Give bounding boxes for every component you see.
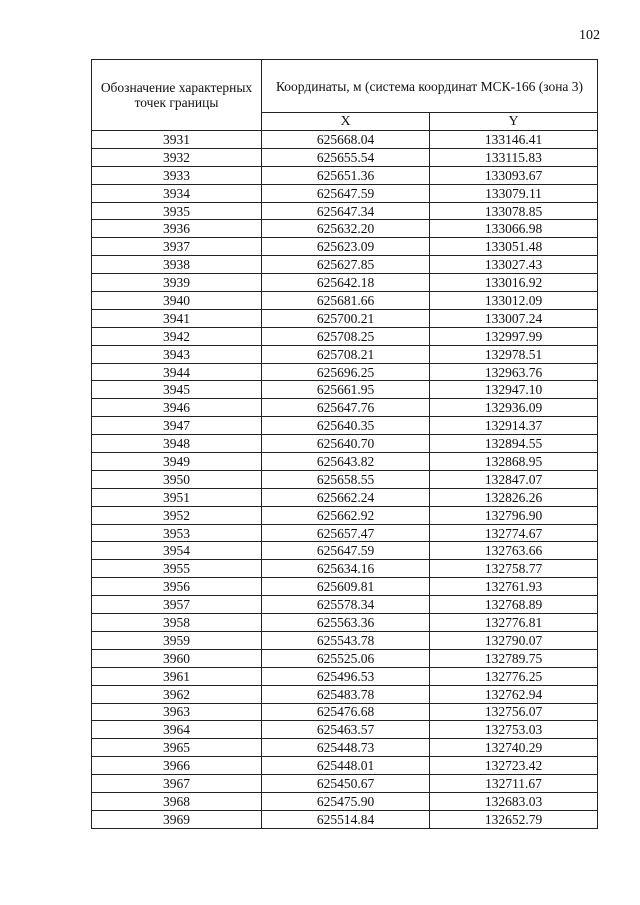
table-row xyxy=(92,524,598,542)
x-coordinate-cell: 625700.21 xyxy=(262,309,430,327)
table-row xyxy=(92,292,598,310)
x-coordinate-cell: 625655.54 xyxy=(262,148,430,166)
x-coordinate-cell: 625623.09 xyxy=(262,238,430,256)
y-coordinate-cell: 132753.03 xyxy=(430,721,598,739)
point-id-cell: 3955 xyxy=(92,560,262,578)
point-id-cell: 3949 xyxy=(92,453,262,471)
y-coordinate-cell: 133115.83 xyxy=(430,148,598,166)
y-coordinate-cell: 132776.81 xyxy=(430,614,598,632)
table-row xyxy=(92,238,598,256)
table-row xyxy=(92,596,598,614)
point-id-cell: 3958 xyxy=(92,614,262,632)
table-row xyxy=(92,435,598,453)
y-coordinate-cell: 132790.07 xyxy=(430,631,598,649)
point-id-cell: 3965 xyxy=(92,739,262,757)
x-coordinate-cell: 625450.67 xyxy=(262,775,430,793)
table-row xyxy=(92,399,598,417)
x-coordinate-cell: 625657.47 xyxy=(262,524,430,542)
table-row xyxy=(92,506,598,524)
y-coordinate-cell: 132796.90 xyxy=(430,506,598,524)
x-coordinate-cell: 625448.73 xyxy=(262,739,430,757)
point-label-header: Обозначение характерных точек границы xyxy=(92,60,262,131)
point-id-cell: 3946 xyxy=(92,399,262,417)
y-coordinate-cell: 132997.99 xyxy=(430,327,598,345)
x-coordinate-cell: 625609.81 xyxy=(262,578,430,596)
table-row xyxy=(92,381,598,399)
table-row xyxy=(92,560,598,578)
table-row xyxy=(92,703,598,721)
y-coordinate-cell: 133027.43 xyxy=(430,256,598,274)
y-coordinate-cell: 133012.09 xyxy=(430,292,598,310)
x-coordinate-cell: 625525.06 xyxy=(262,649,430,667)
point-id-cell: 3963 xyxy=(92,703,262,721)
table-row xyxy=(92,470,598,488)
point-id-cell: 3934 xyxy=(92,184,262,202)
x-coordinate-cell: 625463.57 xyxy=(262,721,430,739)
table-row xyxy=(92,184,598,202)
point-id-cell: 3936 xyxy=(92,220,262,238)
y-coordinate-cell: 132756.07 xyxy=(430,703,598,721)
table-row xyxy=(92,578,598,596)
y-coordinate-cell: 132774.67 xyxy=(430,524,598,542)
y-coordinate-cell: 132847.07 xyxy=(430,470,598,488)
x-coordinate-cell: 625476.68 xyxy=(262,703,430,721)
x-coordinate-cell: 625475.90 xyxy=(262,792,430,810)
table-row xyxy=(92,739,598,757)
y-coordinate-cell: 132711.67 xyxy=(430,775,598,793)
table-row xyxy=(92,757,598,775)
table-row xyxy=(92,166,598,184)
y-coordinate-cell: 132758.77 xyxy=(430,560,598,578)
point-id-cell: 3935 xyxy=(92,202,262,220)
y-coordinate-cell: 132652.79 xyxy=(430,810,598,828)
table-body xyxy=(92,131,598,829)
y-coordinate-cell: 132963.76 xyxy=(430,363,598,381)
point-id-cell: 3969 xyxy=(92,810,262,828)
table-row xyxy=(92,327,598,345)
table-row xyxy=(92,775,598,793)
x-coordinate-cell: 625578.34 xyxy=(262,596,430,614)
table-row xyxy=(92,488,598,506)
y-coordinate-cell: 132762.94 xyxy=(430,685,598,703)
point-id-cell: 3956 xyxy=(92,578,262,596)
x-column-header: X xyxy=(262,113,430,131)
point-id-cell: 3953 xyxy=(92,524,262,542)
point-id-cell: 3968 xyxy=(92,792,262,810)
y-coordinate-cell: 133051.48 xyxy=(430,238,598,256)
coordinates-table xyxy=(91,59,598,829)
x-coordinate-cell: 625647.76 xyxy=(262,399,430,417)
y-coordinate-cell: 133078.85 xyxy=(430,202,598,220)
point-id-cell: 3931 xyxy=(92,131,262,149)
x-coordinate-cell: 625681.66 xyxy=(262,292,430,310)
y-coordinate-cell: 133007.24 xyxy=(430,309,598,327)
x-coordinate-cell: 625496.53 xyxy=(262,667,430,685)
x-coordinate-cell: 625563.36 xyxy=(262,614,430,632)
x-coordinate-cell: 625662.92 xyxy=(262,506,430,524)
x-coordinate-cell: 625643.82 xyxy=(262,453,430,471)
point-id-cell: 3962 xyxy=(92,685,262,703)
table-row xyxy=(92,256,598,274)
point-id-cell: 3938 xyxy=(92,256,262,274)
y-coordinate-cell: 132768.89 xyxy=(430,596,598,614)
x-coordinate-cell: 625634.16 xyxy=(262,560,430,578)
y-coordinate-cell: 133093.67 xyxy=(430,166,598,184)
point-id-cell: 3933 xyxy=(92,166,262,184)
y-coordinate-cell: 132740.29 xyxy=(430,739,598,757)
point-id-cell: 3957 xyxy=(92,596,262,614)
point-id-cell: 3939 xyxy=(92,274,262,292)
table-row xyxy=(92,148,598,166)
point-id-cell: 3950 xyxy=(92,470,262,488)
point-id-cell: 3966 xyxy=(92,757,262,775)
point-id-cell: 3941 xyxy=(92,309,262,327)
point-id-cell: 3959 xyxy=(92,631,262,649)
y-coordinate-cell: 132761.93 xyxy=(430,578,598,596)
table-row xyxy=(92,721,598,739)
table-row xyxy=(92,792,598,810)
x-coordinate-cell: 625640.35 xyxy=(262,417,430,435)
point-id-cell: 3954 xyxy=(92,542,262,560)
point-id-cell: 3943 xyxy=(92,345,262,363)
x-coordinate-cell: 625696.25 xyxy=(262,363,430,381)
point-id-cell: 3945 xyxy=(92,381,262,399)
x-coordinate-cell: 625642.18 xyxy=(262,274,430,292)
point-id-cell: 3937 xyxy=(92,238,262,256)
table-row xyxy=(92,810,598,828)
y-coordinate-cell: 132936.09 xyxy=(430,399,598,417)
table-row xyxy=(92,542,598,560)
point-id-cell: 3947 xyxy=(92,417,262,435)
point-id-cell: 3951 xyxy=(92,488,262,506)
x-coordinate-cell: 625668.04 xyxy=(262,131,430,149)
y-coordinate-cell: 132826.26 xyxy=(430,488,598,506)
x-coordinate-cell: 625647.59 xyxy=(262,542,430,560)
y-coordinate-cell: 132789.75 xyxy=(430,649,598,667)
point-id-cell: 3944 xyxy=(92,363,262,381)
x-coordinate-cell: 625658.55 xyxy=(262,470,430,488)
y-coordinate-cell: 132947.10 xyxy=(430,381,598,399)
y-coordinate-cell: 132776.25 xyxy=(430,667,598,685)
point-id-cell: 3948 xyxy=(92,435,262,453)
table-row xyxy=(92,614,598,632)
y-coordinate-cell: 133146.41 xyxy=(430,131,598,149)
table-row xyxy=(92,685,598,703)
y-coordinate-cell: 132868.95 xyxy=(430,453,598,471)
y-coordinate-cell: 133079.11 xyxy=(430,184,598,202)
y-coordinate-cell: 132894.55 xyxy=(430,435,598,453)
table-row xyxy=(92,274,598,292)
x-coordinate-cell: 625514.84 xyxy=(262,810,430,828)
table-row xyxy=(92,345,598,363)
table-row xyxy=(92,649,598,667)
y-column-header: Y xyxy=(430,113,598,131)
table-row xyxy=(92,220,598,238)
table-row xyxy=(92,309,598,327)
point-id-cell: 3940 xyxy=(92,292,262,310)
table-row xyxy=(92,131,598,149)
point-id-cell: 3932 xyxy=(92,148,262,166)
y-coordinate-cell: 132914.37 xyxy=(430,417,598,435)
x-coordinate-cell: 625651.36 xyxy=(262,166,430,184)
point-id-cell: 3967 xyxy=(92,775,262,793)
x-coordinate-cell: 625627.85 xyxy=(262,256,430,274)
x-coordinate-cell: 625708.25 xyxy=(262,327,430,345)
point-id-cell: 3961 xyxy=(92,667,262,685)
x-coordinate-cell: 625640.70 xyxy=(262,435,430,453)
table-row xyxy=(92,417,598,435)
x-coordinate-cell: 625632.20 xyxy=(262,220,430,238)
point-id-cell: 3942 xyxy=(92,327,262,345)
coordinates-group-header: Координаты, м (система координат МСК-166 (зона 3) xyxy=(262,60,598,113)
x-coordinate-cell: 625483.78 xyxy=(262,685,430,703)
x-coordinate-cell: 625661.95 xyxy=(262,381,430,399)
table-row xyxy=(92,202,598,220)
point-id-cell: 3960 xyxy=(92,649,262,667)
x-coordinate-cell: 625662.24 xyxy=(262,488,430,506)
y-coordinate-cell: 133016.92 xyxy=(430,274,598,292)
point-id-cell: 3964 xyxy=(92,721,262,739)
x-coordinate-cell: 625448.01 xyxy=(262,757,430,775)
y-coordinate-cell: 132763.66 xyxy=(430,542,598,560)
table-row xyxy=(92,363,598,381)
x-coordinate-cell: 625708.21 xyxy=(262,345,430,363)
table-row xyxy=(92,667,598,685)
table-row xyxy=(92,631,598,649)
x-coordinate-cell: 625543.78 xyxy=(262,631,430,649)
y-coordinate-cell: 133066.98 xyxy=(430,220,598,238)
x-coordinate-cell: 625647.59 xyxy=(262,184,430,202)
y-coordinate-cell: 132978.51 xyxy=(430,345,598,363)
point-id-cell: 3952 xyxy=(92,506,262,524)
y-coordinate-cell: 132683.03 xyxy=(430,792,598,810)
page-number: 102 xyxy=(579,28,600,43)
x-coordinate-cell: 625647.34 xyxy=(262,202,430,220)
table-row xyxy=(92,453,598,471)
y-coordinate-cell: 132723.42 xyxy=(430,757,598,775)
